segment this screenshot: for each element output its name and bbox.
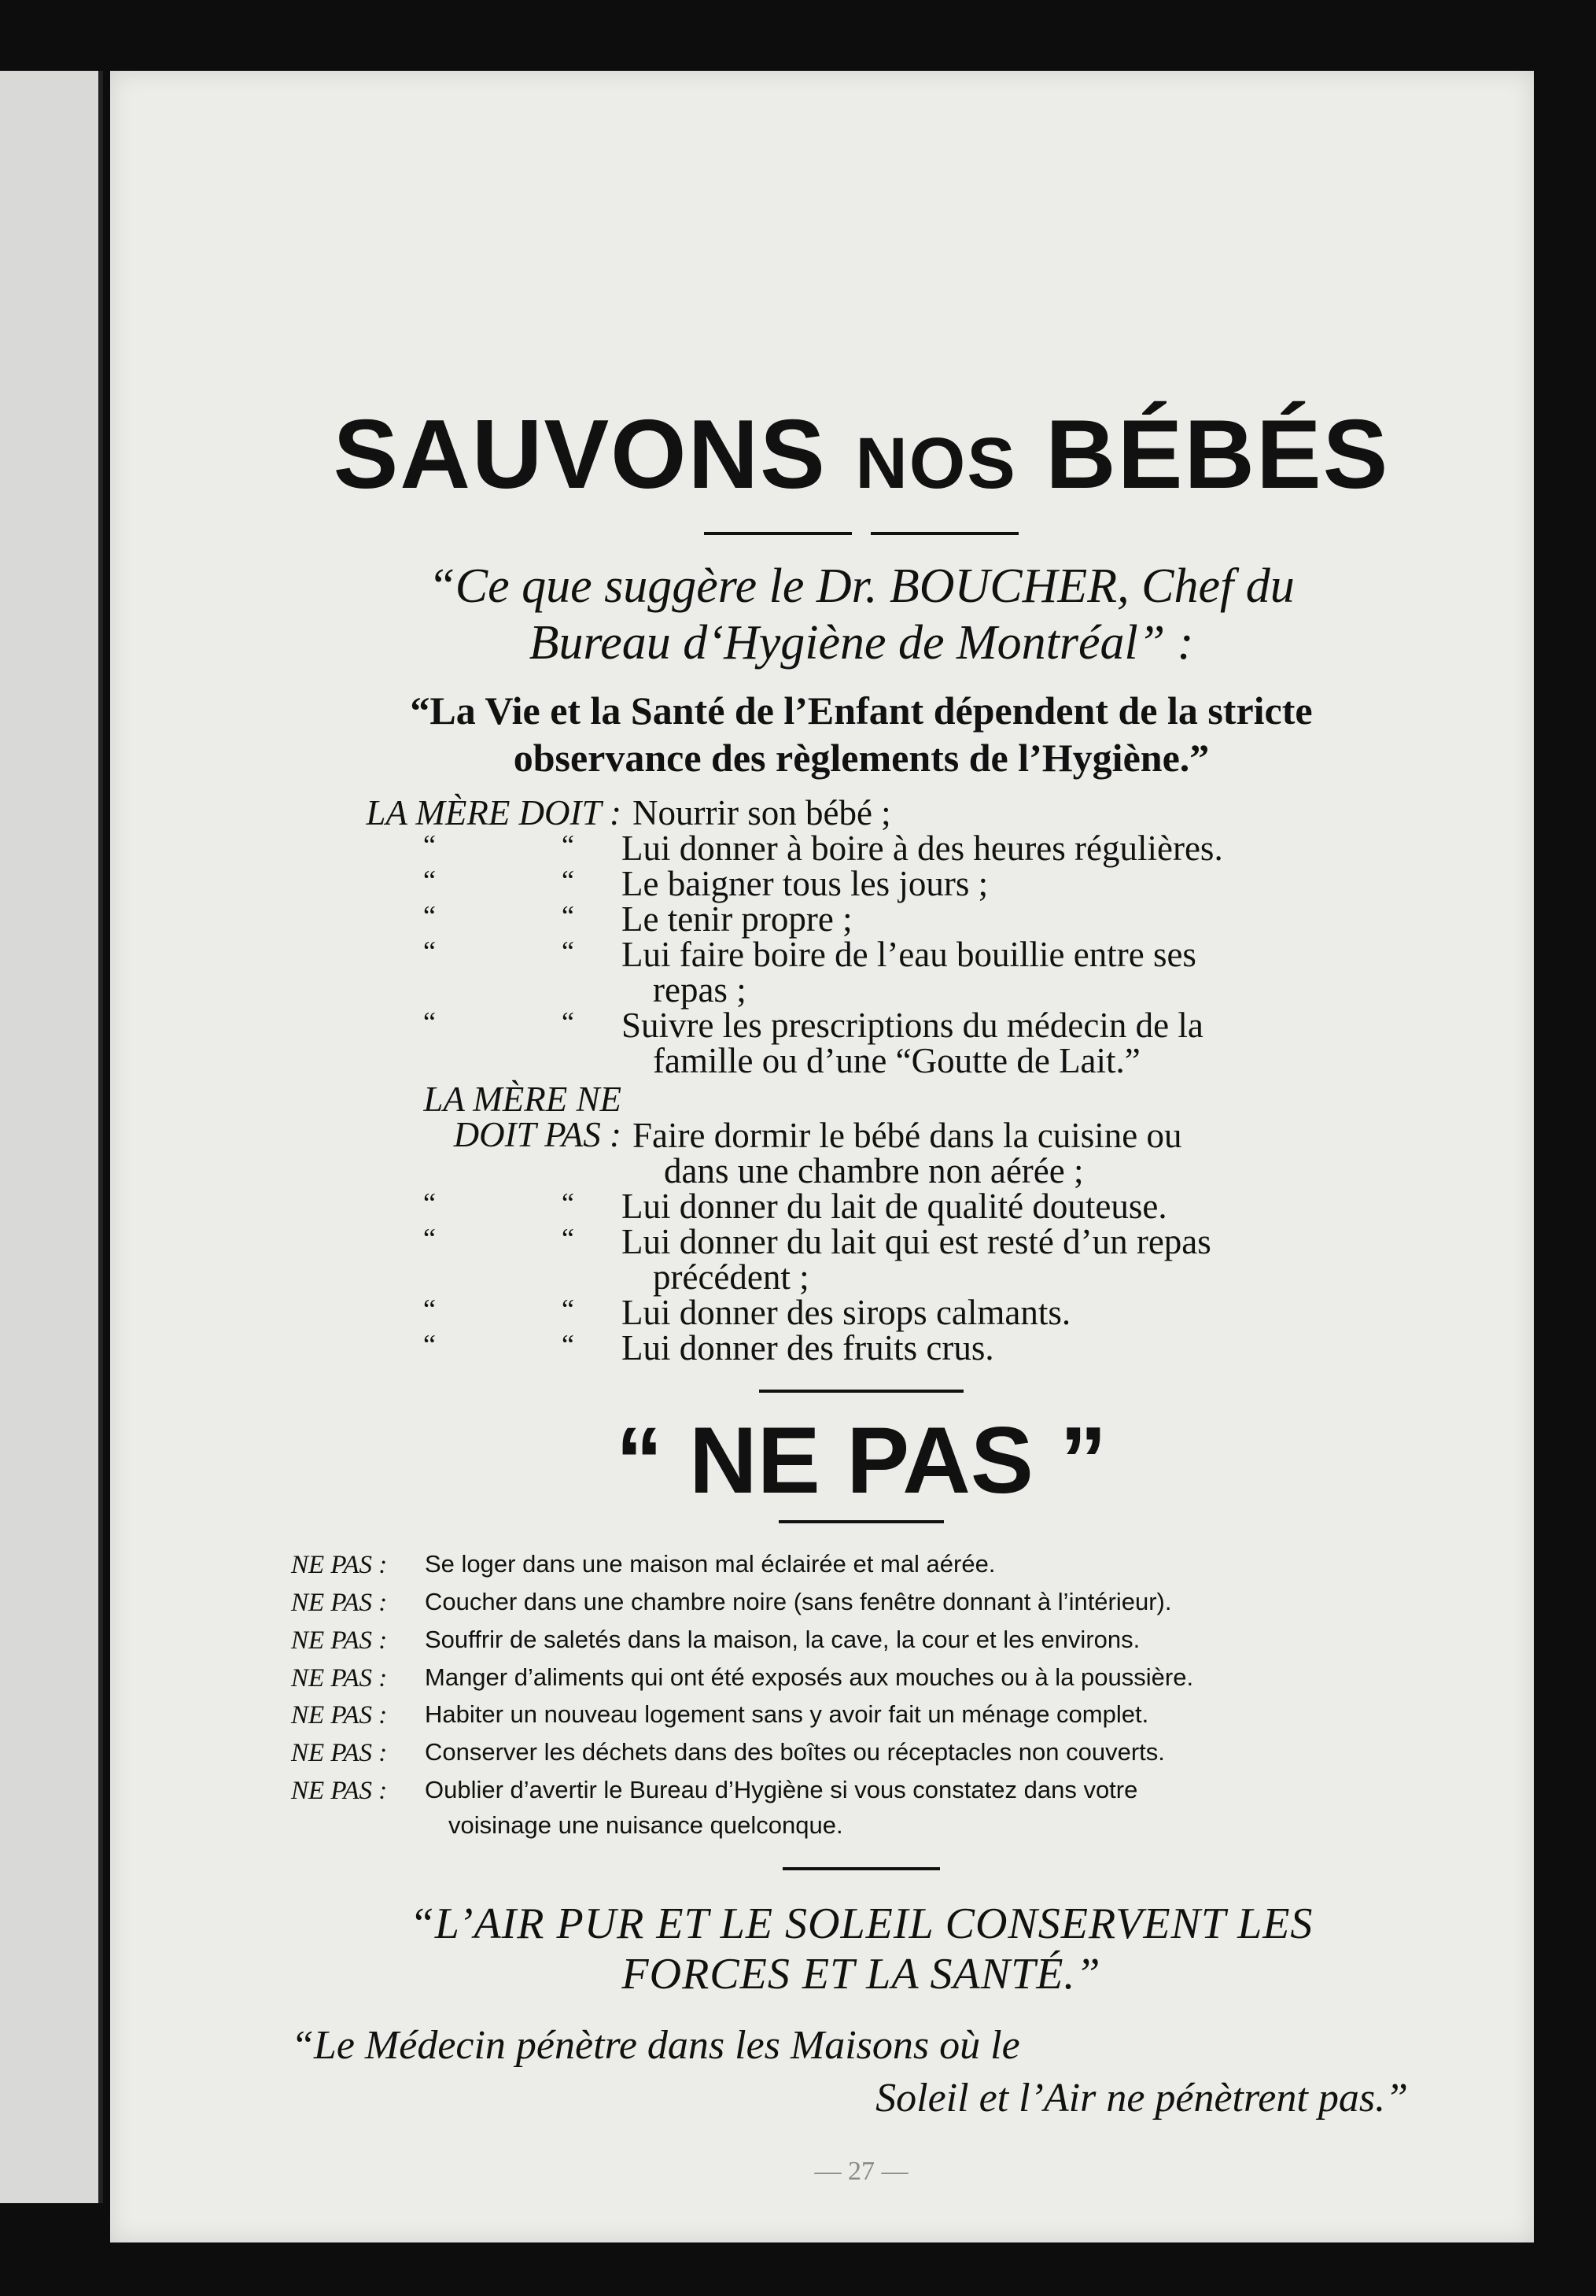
list-item-text: Lui donner à boire à des heures régulières. [621, 828, 1223, 868]
list-item [291, 1735, 1432, 1773]
list-item [291, 828, 1432, 868]
air-motto [291, 1899, 1432, 2000]
list-item-text: Manger d’aliments qui ont été exposés aux mouches ou à la poussière. [425, 1663, 1194, 1691]
list-item-text: Lui faire boire de l’eau bouillie entre ses repas ; [621, 934, 1196, 1010]
list-item-text: Coucher dans une chambre noire (sans fenêtre donnant à l’intérieur). [425, 1587, 1172, 1615]
page-title [291, 401, 1432, 508]
title-word-2: NOS [855, 423, 1017, 504]
list-item-text: Nourrir son bébé ; [632, 792, 891, 832]
list-item-text: Se loger dans une maison mal éclairée et mal aérée. [425, 1549, 996, 1578]
doctor-quote-line-1: “Ce que suggère le Dr. BOUCHER, Chef du [428, 559, 1295, 614]
ditto-marks: “ “ [423, 1328, 574, 1360]
page-number: — 27 — [814, 2156, 909, 2186]
facing-page-edge [0, 71, 103, 2203]
principle-quote-line-1: “La Vie et la Santé de l’Enfant dépendent de la stricte [410, 688, 1313, 733]
list-item [291, 1585, 1432, 1622]
list-item [291, 1547, 1432, 1585]
list-item-text: Le baigner tous les jours ; [621, 863, 989, 903]
ne-pas-label: NE PAS : [291, 1663, 388, 1692]
list-item [291, 1773, 1432, 1844]
list-item-text: Souffrir de saletés dans la maison, la cave, la cour et les environs. [425, 1625, 1141, 1653]
ne-pas-label: NE PAS : [291, 1626, 388, 1655]
list-item [291, 1697, 1432, 1735]
list-item-text: Habiter un nouveau logement sans y avoir fait un ménage complet. [425, 1700, 1149, 1729]
doctor-motto-line-2: Soleil et l’Air ne pénètrent pas.” [875, 2076, 1408, 2121]
principle-quote-line-2: observance des règlements de l’Hygiène.” [513, 735, 1210, 780]
air-motto-line-1: “L’AIR PUR ET LE SOLEIL CONSERVENT LES [409, 1899, 1314, 1948]
list-item-text: Faire dormir le bébé dans la cuisine ou dans une chambre non aérée ; [632, 1115, 1182, 1190]
ditto-marks: “ “ [423, 864, 574, 896]
ditto-marks: “ “ [423, 899, 574, 932]
document-page [110, 71, 1534, 2242]
list-item [291, 1186, 1432, 1226]
title-word-3: BÉBÉS [1045, 401, 1390, 509]
principle-quote [291, 687, 1432, 781]
list-item [291, 792, 1432, 832]
ne-pas-label: NE PAS : [291, 1739, 388, 1768]
list-item-text: Lui donner du lait qui est resté d’un repas précédent ; [621, 1221, 1211, 1297]
list-item-text: Lui donner du lait de qualité douteuse. [621, 1186, 1167, 1226]
title-divider [704, 532, 1019, 535]
list-item-text: Conserver les déchets dans des boîtes ou réceptacles non couverts. [425, 1738, 1165, 1766]
doctor-motto [291, 2019, 1432, 2125]
list-item [291, 1005, 1432, 1080]
mother-must-label: LA MÈRE DOIT : [366, 792, 621, 832]
ne-pas-heading: “ NE PAS ” [615, 1407, 1108, 1513]
list-item-text: Lui donner des fruits crus. [621, 1327, 994, 1368]
ne-pas-label: NE PAS : [291, 1777, 388, 1806]
ne-pas-label: NE PAS : [291, 1588, 388, 1617]
list-item [291, 1327, 1432, 1368]
list-item [291, 1660, 1432, 1698]
ditto-marks: “ “ [423, 1006, 574, 1038]
section-divider [759, 1390, 964, 1393]
ne-pas-label: NE PAS : [291, 1550, 388, 1579]
doctor-quote [291, 559, 1432, 671]
doctor-motto-line-1: “Le Médecin pénètre dans les Maisons où le [291, 2022, 1020, 2068]
list-item [291, 1079, 1432, 1190]
list-item-text: Lui donner des sirops calmants. [621, 1292, 1071, 1332]
list-item [291, 1292, 1432, 1332]
list-item-text: Oublier d’avertir le Bureau d’Hygiène si vous constatez dans votre voisinage une nuisance quelconque. [425, 1776, 1138, 1839]
list-item [291, 899, 1432, 939]
doctor-quote-line-2: Bureau d‘Hygiène de Montréal” : [529, 615, 1194, 670]
section-divider [783, 1867, 940, 1870]
list-item-text: Le tenir propre ; [621, 899, 853, 939]
ditto-marks: “ “ [423, 1187, 574, 1219]
list-item-text: Suivre les prescriptions du médecin de la famille ou d’une “Goutte de Lait.” [621, 1005, 1203, 1080]
ditto-marks: “ “ [423, 829, 574, 861]
section-divider [779, 1520, 944, 1523]
page-content [291, 401, 1432, 2187]
ne-pas-label: NE PAS : [291, 1701, 388, 1730]
ne-pas-list [291, 1547, 1432, 1844]
ditto-marks: “ “ [423, 1222, 574, 1254]
list-item [291, 1221, 1432, 1297]
ditto-marks: “ “ [423, 935, 574, 967]
title-word-1: SAUVONS [333, 401, 827, 509]
air-motto-line-2: FORCES ET LA SANTÉ.” [621, 1950, 1101, 1999]
mother-must-list [291, 792, 1432, 1368]
mother-must-not-label: LA MÈRE NE DOIT PAS : [423, 1079, 621, 1154]
list-item [291, 863, 1432, 903]
ditto-marks: “ “ [423, 1293, 574, 1325]
list-item [291, 1622, 1432, 1660]
list-item [291, 934, 1432, 1010]
